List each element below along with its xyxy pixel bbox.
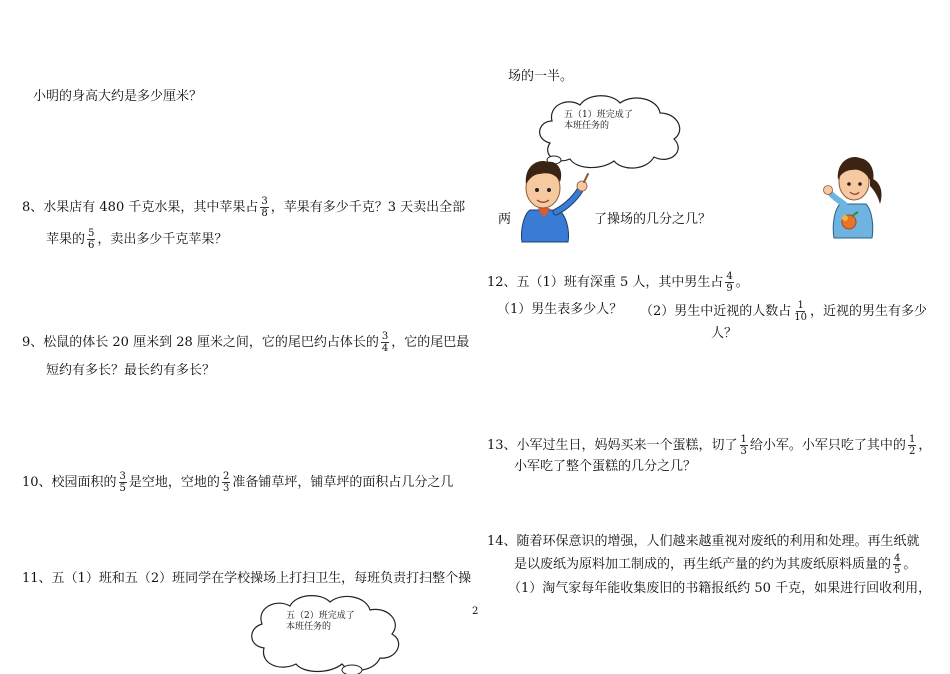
fraction-numerator: 2 <box>222 471 230 482</box>
fraction-denominator: 10 <box>794 312 808 323</box>
boy-pointing-icon <box>512 152 592 244</box>
q12-text-a: 12、五（1）班有深重 5 人，其中男生占 <box>487 275 724 290</box>
q8-line2 <box>46 228 227 251</box>
q9-text-a: 9、松鼠的体长 20 厘米到 28 厘米之间，它的尾巴约占体长的 <box>22 335 379 350</box>
fraction-denominator: 8 <box>261 208 268 219</box>
q11-line1: 11、五（1）班和五（2）班同学在学校操场上打扫卫生，每班负责打扫整个操 <box>22 571 472 586</box>
cloud-bubble-icon <box>246 592 406 674</box>
q13-text-c: ， <box>918 438 932 453</box>
q12-sub2 <box>640 300 927 323</box>
cloud-bottom-line1: 五（2）班完成了 <box>286 611 355 621</box>
q12-text-b: 。 <box>735 275 749 290</box>
q13-fraction-1 <box>740 434 748 457</box>
fraction-denominator: 4 <box>381 343 389 354</box>
fraction-numerator: 1 <box>740 434 747 445</box>
cloud-top-line1: 五（1）班完成了 <box>564 110 633 120</box>
page-number: 2 <box>472 606 479 617</box>
q10-line <box>22 471 453 494</box>
fraction-numerator: 1 <box>797 300 804 311</box>
q12-sub1: （1）男生表多少人？ <box>497 302 623 317</box>
q9-line1 <box>22 331 469 354</box>
q13-text-a: 13、小军过生日，妈妈买来一个蛋糕，切了 <box>487 438 738 453</box>
q8-text-a: 8、水果店有 480 千克水果，其中苹果占 <box>22 200 259 215</box>
q12-sub2-tail: 人？ <box>711 326 738 341</box>
fraction-denominator: 2 <box>908 446 916 457</box>
q14-text-a: 是以废纸为原料加工制成的，再生纸产量的约为其废纸原料质量的 <box>514 557 892 572</box>
q14-line3: （1）淘气家每年能收集废旧的书籍报纸约 50 千克，如果进行回收利用， <box>508 581 932 596</box>
fraction-denominator: 6 <box>88 240 95 251</box>
q11-question-suffix: 了操场的几分之几？ <box>594 212 712 227</box>
q12-line1 <box>487 271 749 294</box>
q8-text-d: ，卖出多少千克苹果？ <box>97 232 228 247</box>
cloud-bottom-line2: 本班任务的 <box>286 622 332 632</box>
q9-text-b: ，它的尾巴最 <box>391 335 470 350</box>
q12-sub2-text-b: ，近视的男生有多少 <box>810 304 928 319</box>
fraction-denominator: 9 <box>726 283 733 294</box>
q13-line1 <box>487 434 931 457</box>
q9-fraction-1 <box>381 331 389 354</box>
q9-line2: 短约有多长？最长约有多长？ <box>46 363 216 378</box>
cloud-bottom-text <box>286 611 386 633</box>
q8-fraction-2 <box>87 228 95 251</box>
q8-text-b: ，苹果有多少千克？3 天卖出全部 <box>270 200 466 215</box>
fraction-numerator: 3 <box>381 331 389 342</box>
cloud-top-line2: 本班任务的 <box>564 121 610 131</box>
q12-fraction-1 <box>725 271 733 294</box>
q10-text-c: 准备铺草坪，铺草坪的面积占几分之几 <box>232 475 454 490</box>
q13-text-b: 给小军。小军只吃了其中的 <box>749 438 906 453</box>
q14-text-b: 。 <box>903 557 917 572</box>
q10-fraction-1 <box>119 471 127 494</box>
q10-fraction-2 <box>222 471 230 494</box>
q10-text-a: 10、校园面积的 <box>22 475 117 490</box>
q14-line1: 14、随着环保意识的增强，人们越来越重视对废纸的利用和处理。再生纸就 <box>487 534 920 549</box>
fraction-numerator: 3 <box>261 196 268 207</box>
cloud-top-text <box>564 110 664 132</box>
fraction-numerator: 4 <box>894 553 901 564</box>
q12-fraction-2 <box>793 300 808 323</box>
q7-tail-text: 小明的身高大约是多少厘米？ <box>33 89 203 104</box>
q11-question-prefix: 两 <box>498 212 512 227</box>
girl-holding-flowers-icon <box>822 150 892 240</box>
fraction-denominator: 3 <box>222 483 230 494</box>
q14-line2 <box>514 553 916 576</box>
fraction-denominator: 5 <box>894 565 901 576</box>
q10-text-b: 是空地，空地的 <box>128 475 220 490</box>
fraction-numerator: 1 <box>908 434 916 445</box>
q14-fraction-1 <box>893 553 901 576</box>
fraction-denominator: 5 <box>119 483 126 494</box>
fraction-numerator: 4 <box>726 271 733 282</box>
q8-fraction-1 <box>260 196 268 219</box>
q13-line2: 小军吃了整个蛋糕的几分之几？ <box>514 459 697 474</box>
fraction-denominator: 3 <box>740 446 747 457</box>
q12-sub2-text-a: （2）男生中近视的人数占 <box>640 304 792 319</box>
fraction-numerator: 3 <box>119 471 126 482</box>
q8-line1 <box>22 196 465 219</box>
q8-text-c: 苹果的 <box>46 232 86 247</box>
q11-tail-text: 场的一半。 <box>508 69 574 84</box>
q13-fraction-2 <box>908 434 916 457</box>
fraction-numerator: 5 <box>88 228 95 239</box>
